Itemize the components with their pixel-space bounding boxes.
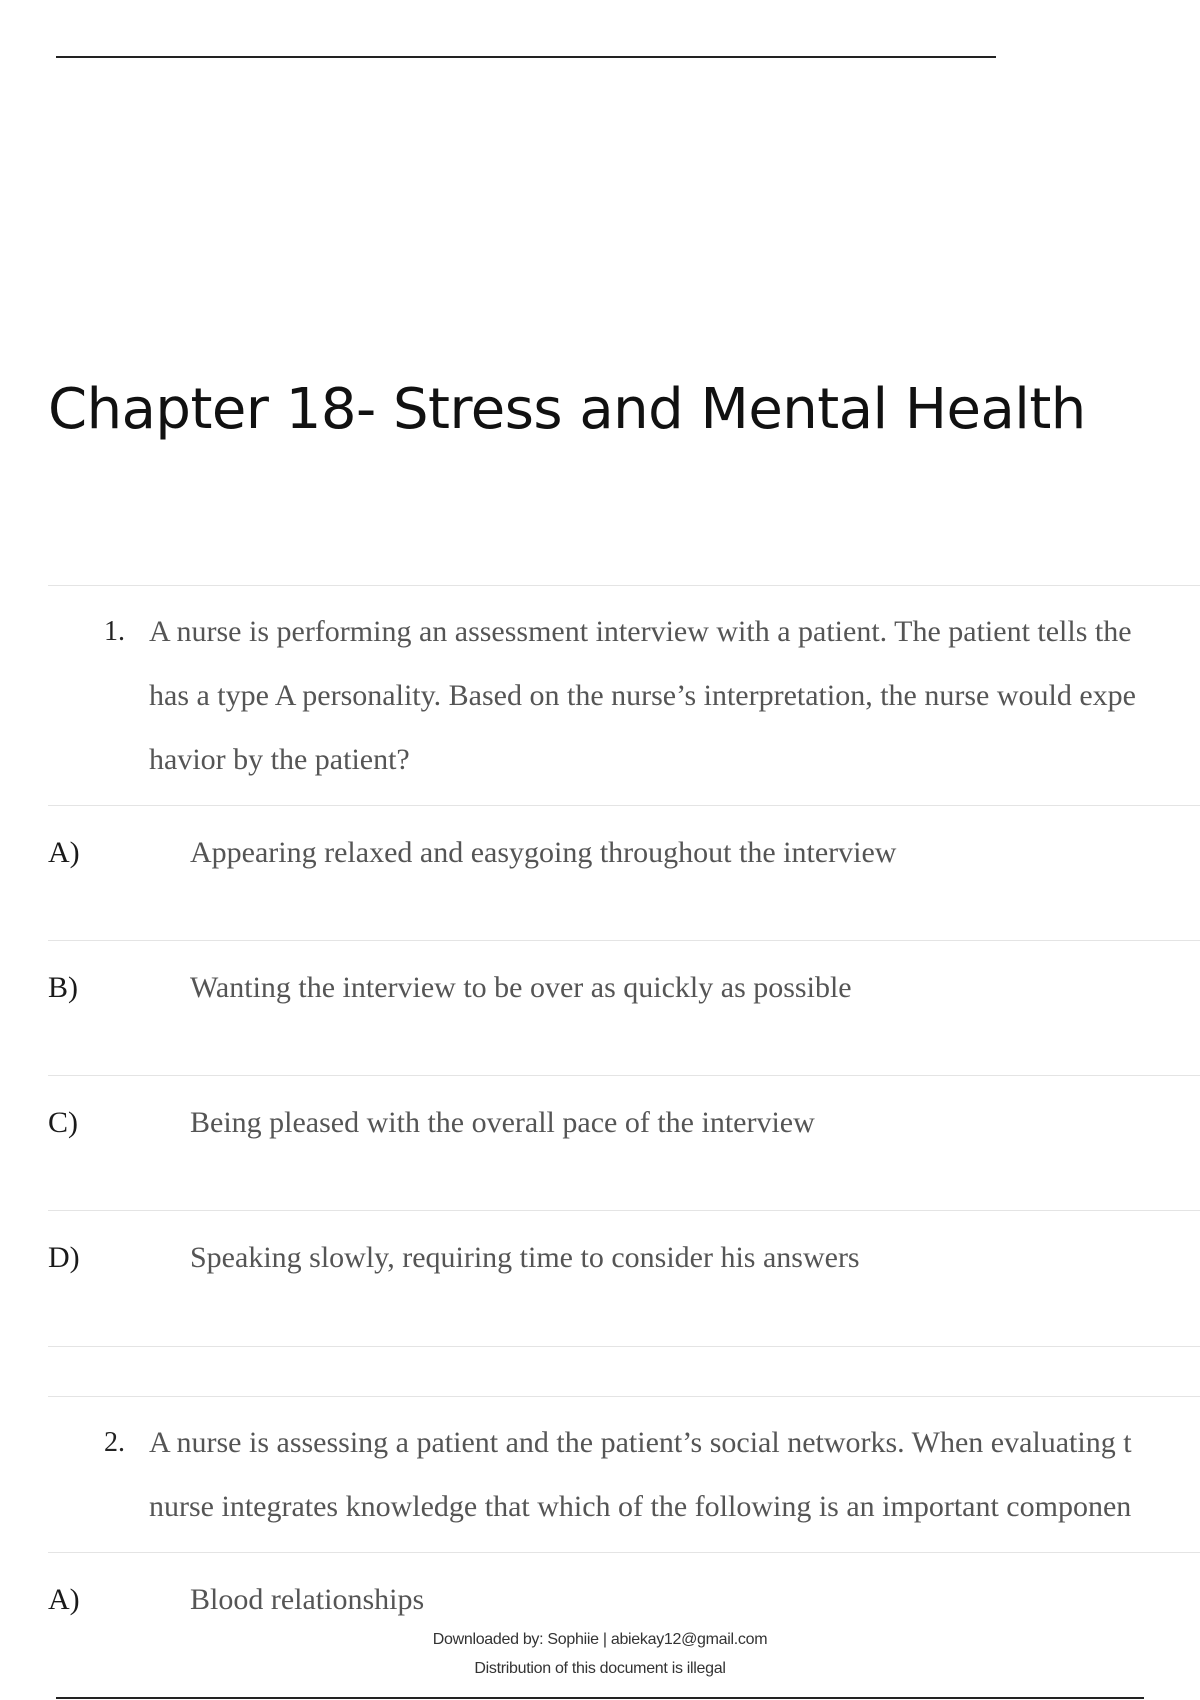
question-2-line-1: A nurse is assessing a patient and the patient’s social networks. When evaluating t (149, 1426, 1132, 1459)
divider (48, 1396, 1200, 1397)
question-1-option-d-letter: D) (48, 1241, 80, 1274)
divider (48, 1075, 1200, 1076)
divider (48, 940, 1200, 941)
question-1-option-a-letter: A) (48, 836, 80, 869)
question-1-line-3: havior by the patient? (149, 743, 410, 776)
divider (48, 1552, 1200, 1553)
question-2-option-a-letter: A) (48, 1583, 80, 1616)
bottom-rule (56, 1697, 1144, 1699)
divider (48, 1346, 1200, 1347)
question-1-option-a-text: Appearing relaxed and easygoing throughout the interview (190, 836, 897, 869)
question-2-number: 2. (104, 1427, 125, 1458)
question-1-option-d-text: Speaking slowly, requiring time to consider his answers (190, 1241, 860, 1274)
footer-downloaded-by: Downloaded by: Sophiie | abiekay12@gmail.com (432, 1631, 768, 1648)
question-1-line-2: has a type A personality. Based on the nurse’s interpretation, the nurse would expe (149, 679, 1136, 712)
chapter-title: Chapter 18- Stress and Mental Health (48, 377, 1086, 442)
question-1-number: 1. (104, 616, 125, 647)
question-1-line-1: A nurse is performing an assessment interview with a patient. The patient tells the (149, 615, 1132, 648)
divider (48, 585, 1200, 586)
question-1-option-b-letter: B) (48, 971, 78, 1004)
footer-distribution-notice: Distribution of this document is illegal (474, 1660, 726, 1677)
divider (48, 1210, 1200, 1211)
question-1-option-c-text: Being pleased with the overall pace of the interview (190, 1106, 815, 1139)
top-rule (56, 56, 996, 58)
question-2-option-a-text: Blood relationships (190, 1583, 425, 1616)
question-1-option-b-text: Wanting the interview to be over as quickly as possible (190, 971, 852, 1004)
question-2-line-2: nurse integrates knowledge that which of the following is an important componen (149, 1490, 1132, 1523)
divider (48, 805, 1200, 806)
question-1-option-c-letter: C) (48, 1106, 78, 1139)
